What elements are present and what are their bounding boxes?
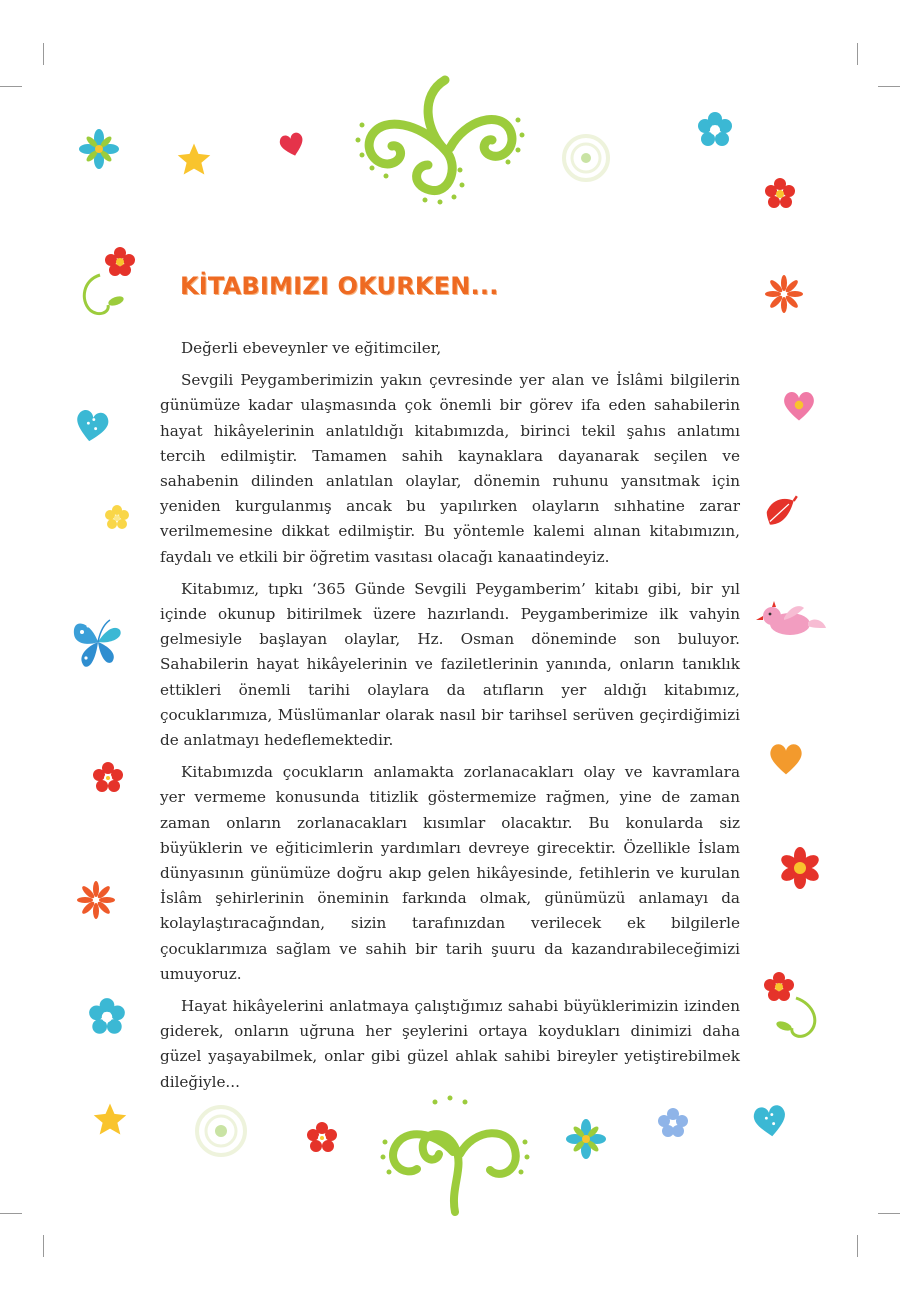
flower-icon <box>762 176 798 212</box>
paragraph: Hayat hikâyelerini anlatmaya çalıştığımız sahabi büyüklerimizin izinden giderek, onların uğruna her şeylerini ortaya koydukları dinimizi daha güzel yaşayabilmek, onlar gibi güzel ahlak sahibi bireyler yetiştirebilmek dileğiyle... <box>160 997 740 1091</box>
star-icon <box>92 1102 128 1136</box>
butterfly-icon <box>70 612 126 672</box>
flower-icon <box>76 880 116 920</box>
leaf-icon <box>762 493 800 531</box>
flower-icon <box>192 1102 250 1160</box>
crop-mark <box>43 1235 44 1257</box>
heart-icon <box>778 386 820 424</box>
flower-icon <box>78 128 120 170</box>
crop-mark <box>878 1213 900 1214</box>
heart-icon <box>764 738 808 778</box>
crop-mark <box>878 86 900 87</box>
flower-icon <box>778 846 822 890</box>
body-text <box>160 336 740 1102</box>
swirl-icon <box>375 1092 535 1222</box>
flower-icon <box>695 110 735 150</box>
bird-icon <box>754 596 828 646</box>
crop-mark <box>857 43 858 65</box>
page-title: KİTABIMIZI OKURKEN... <box>180 272 499 300</box>
greeting: Değerli ebeveynler ve eğitimciler, <box>181 339 442 357</box>
heart-icon <box>276 128 308 160</box>
crop-mark <box>0 1213 22 1214</box>
paragraph: Kitabımızda çocukların anlamakta zorlanacakları olay ve kavramlara yer vermeme konusunda titizlik göstermemize rağmen, yine de zaman zaman onların zorlanacakları kısımlar olacaktır. Bu konularda siz büyüklerin ve eğiticimlerin yardımları devreye girecektir. Özellikle İslam dünyasının günümüze doğru akıp gelen hikâyesinde, fetihlerin ve kurulan İslâm şehirlerinin öneminin farkında olmak, günümüzü anlamayı da kolaylaştıracağından, sizin tarafınızdan verilecek ek bilgilerle çocuklarımıza sağlam ve sahih bir tarih şuuru da kazandırabileceğimizi umuyoruz. <box>160 763 740 983</box>
flower-icon <box>78 245 138 317</box>
paragraph: Sevgili Peygamberimizin yakın çevresinde yer alan ve İslâmi bilgilerin günümüze kadar ulaşmasında çok önemli bir görev ifa eden sahabilerin hayat hikâyelerinin anlatıldığı kitabımızda, birinci tekil şahıs anlatımı tercih edilmiştir. Tamamen sahih kaynaklara dayanarak seçilen ve sahabenin dilinden anlatılan olaylar, dönemin ruhunu yansıtmak için yeniden kurgulanmış ancak bu yapılırken olayların sıhhatine zarar verilmemesine dikkat edilmiştir. Bu yöntemle kalemi alınan kitabımızın, faydalı ve etkili bir öğretim vasıtası olacağı kanaatindeyiz. <box>160 371 740 566</box>
swirl-icon <box>350 70 530 205</box>
flower-icon <box>102 503 132 533</box>
flower-icon <box>762 970 824 1042</box>
star-icon <box>176 142 212 176</box>
crop-mark <box>43 43 44 65</box>
flower-icon <box>304 1120 340 1156</box>
flower-icon <box>86 996 128 1038</box>
crop-mark <box>857 1235 858 1257</box>
flower-icon <box>764 274 804 314</box>
flower-icon <box>656 1106 690 1140</box>
flower-icon <box>565 1118 607 1160</box>
flower-icon <box>90 760 126 796</box>
heart-icon <box>70 405 114 445</box>
flower-icon <box>560 132 612 184</box>
crop-mark <box>0 86 22 87</box>
heart-icon <box>748 1100 792 1140</box>
paragraph: Kitabımız, tıpkı ‘365 Günde Sevgili Peygamberim’ kitabı gibi, bir yıl içinde okunup bitirilmek üzere hazırlandı. Peygamberimize ilk vahyin gelmesiyle başlayan olaylar, Hz. Osman döneminde son buluyor. Sahabilerin hayat hikâyelerinin ve faziletlerinin yanında, onların tanıklık ettikleri önemli tarihi olaylara da atıfların yer aldığı kitabımız, çocuklarımıza, Müslümanlar olarak nasıl bir tarihsel serüven geçirdiğimizi de anlatmayı hedeflemektedir. <box>160 579 740 750</box>
